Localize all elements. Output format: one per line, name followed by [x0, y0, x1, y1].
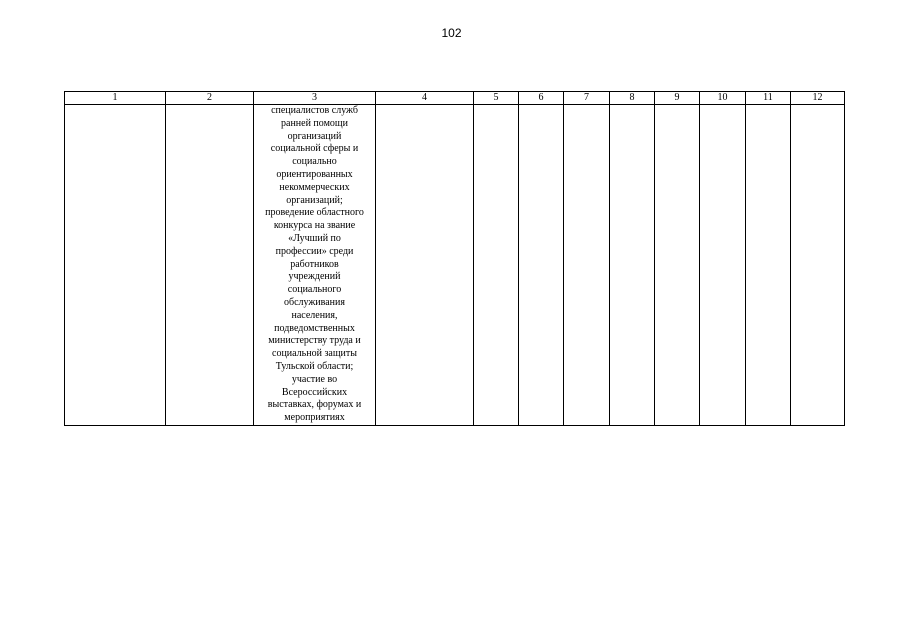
header-row — [65, 92, 845, 105]
cell-col-8 — [610, 105, 655, 426]
cell-col-11 — [746, 105, 791, 426]
table-row — [65, 105, 845, 426]
cell-col-9 — [655, 105, 700, 426]
cell-col-1 — [65, 105, 166, 426]
column-header-12: 12 — [791, 92, 845, 105]
column-header-8: 8 — [610, 92, 655, 105]
cell-col-4 — [376, 105, 474, 426]
column-header-10: 10 — [700, 92, 746, 105]
column-header-7: 7 — [564, 92, 610, 105]
column-header-11: 11 — [746, 92, 791, 105]
cell-col-3-description: специалистов служб ранней помощи организаций социальной сферы и социально ориентированных некоммерческих организаций; проведение областного конкурса на звание «Лучший по профессии» среди работников учреждений социального обслуживания населения, подведомственных министерству труда и социальной защиты Тульской области; участие во Всероссийских выставках, форумах и мероприятиях — [254, 105, 376, 426]
cell-col-2 — [166, 105, 254, 426]
page-number: 102 — [441, 26, 462, 40]
column-header-1: 1 — [65, 92, 166, 105]
column-header-2: 2 — [166, 92, 254, 105]
column-header-4: 4 — [376, 92, 474, 105]
cell-col-10 — [700, 105, 746, 426]
data-table — [64, 91, 845, 426]
cell-col-5 — [474, 105, 519, 426]
column-header-6: 6 — [519, 92, 564, 105]
column-header-9: 9 — [655, 92, 700, 105]
cell-col-7 — [564, 105, 610, 426]
column-header-3: 3 — [254, 92, 376, 105]
cell-col-12 — [791, 105, 845, 426]
column-header-5: 5 — [474, 92, 519, 105]
cell-col-6 — [519, 105, 564, 426]
